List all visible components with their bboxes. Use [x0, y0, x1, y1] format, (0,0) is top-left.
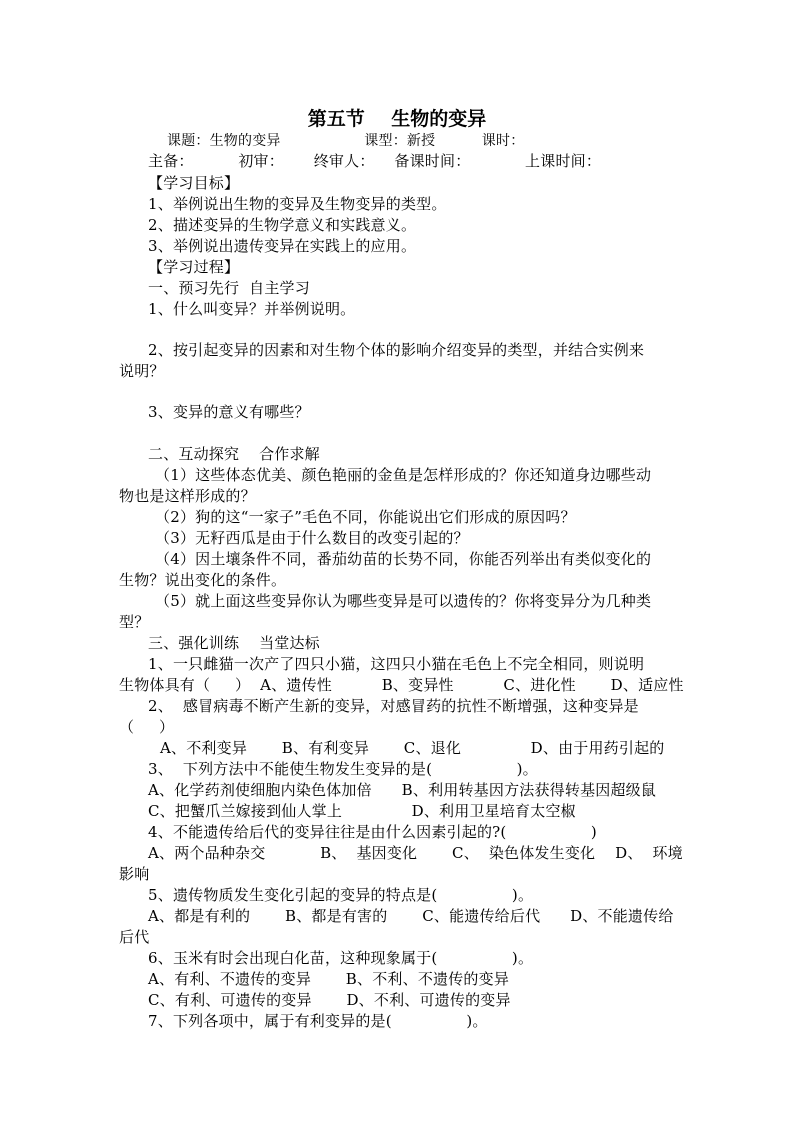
exercise-options: A、有利、不遗传的变异 B、不利、不遗传的变异	[148, 970, 510, 988]
exercise-line: 生物体具有（ ） A、遗传性 B、变异性 C、进化性 D、适应性	[119, 676, 684, 694]
prestudy-question: 1、什么叫变异？并举例说明。	[148, 300, 356, 318]
lesson-info-line: 课题：生物的变异 课型：新授 课时：	[167, 133, 525, 149]
discussion-line: （3）无籽西瓜是由于什么数目的改变引起的？	[155, 529, 469, 547]
exercise-options: C、把蟹爪兰嫁接到仙人掌上 D、利用卫星培育太空椒	[148, 802, 576, 820]
discussion-line: （1）这些体态优美、颜色艳丽的金鱼是怎样形成的？你还知道身边哪些动	[155, 466, 652, 484]
exercise-line: 5、遗传物质发生变化引起的变异的特点是( )。	[148, 886, 534, 904]
exercise-line: 7、下列各项中，属于有利变异的是( )。	[148, 1012, 488, 1030]
exercise-options-cont: 后代	[119, 928, 150, 946]
exercise-options: A、两个品种杂交 B、 基因变化 C、 染色体发生变化 D、 环境	[148, 844, 683, 862]
goal-item: 1、举例说出生物的变异及生物变异的类型。	[148, 195, 447, 213]
page-title: 第五节 生物的变异	[307, 108, 487, 130]
exercise-options: A、都是有利的 B、都是有害的 C、能遗传给后代 D、不能遗传给	[148, 907, 674, 925]
staff-info-line: 主备： 初审： 终审人： 备课时间： 上课时间：	[148, 152, 602, 170]
exercise-options: C、有利、可遗传的变异 D、不利、可遗传的变异	[148, 991, 511, 1009]
goal-item: 3、举例说出遗传变异在实践上的应用。	[148, 237, 417, 255]
exercise-line: 6、玉米有时会出现白化苗，这种现象属于( )。	[148, 949, 534, 967]
prestudy-question: 2、按引起变异的因素和对生物个体的影响介绍变异的类型，并结合实例来	[148, 341, 645, 359]
discussion-line: （5）就上面这些变异你认为哪些变异是可以遗传的？你将变异分为几种类	[155, 592, 652, 610]
exercise-options: A、化学药剂使细胞内染色体加倍 B、利用转基因方法获得转基因超级鼠	[148, 781, 657, 799]
part3-heading: 三、强化训练 当堂达标	[148, 634, 320, 652]
discussion-line: 生物？说出变化的条件。	[119, 571, 287, 589]
exercise-line: 2、 感冒病毒不断产生新的变异，对感冒药的抗性不断增强，这种变异是	[148, 697, 639, 715]
discussion-line: 物也是这样形成的？	[119, 487, 256, 505]
exercise-options-cont: 影响	[119, 865, 150, 883]
goal-item: 2、描述变异的生物学意义和实践意义。	[148, 216, 417, 234]
exercise-line: 3、 下列方法中不能使生物发生变异的是( )。	[148, 760, 538, 778]
prestudy-question-cont: 说明？	[119, 362, 165, 380]
exercise-line: （ ）	[119, 718, 175, 736]
exercise-line: 1、一只雌猫一次产了四只小猫，这四只小猫在毛色上不完全相同，则说明	[148, 655, 645, 673]
part1-heading: 一、预习先行 自主学习	[148, 279, 310, 297]
prestudy-question: 3、变异的意义有哪些？	[148, 403, 310, 421]
exercise-options: A、不利变异 B、有利变异 C、退化 D、由于用药引起的	[160, 739, 665, 757]
discussion-line: （4）因土壤条件不同，番茄幼苗的长势不同，你能否列举出有类似变化的	[155, 550, 652, 568]
process-heading: 【学习过程】	[148, 258, 240, 276]
discussion-line: （2）狗的这“一家子”毛色不同，你能说出它们形成的原因吗？	[155, 508, 576, 526]
discussion-line: 型？	[119, 613, 150, 631]
part2-heading: 二、互动探究 合作求解	[148, 445, 320, 463]
goals-heading: 【学习目标】	[148, 174, 240, 192]
exercise-line: 4、不能遗传给后代的变异往往是由什么因素引起的?( )	[148, 823, 597, 841]
